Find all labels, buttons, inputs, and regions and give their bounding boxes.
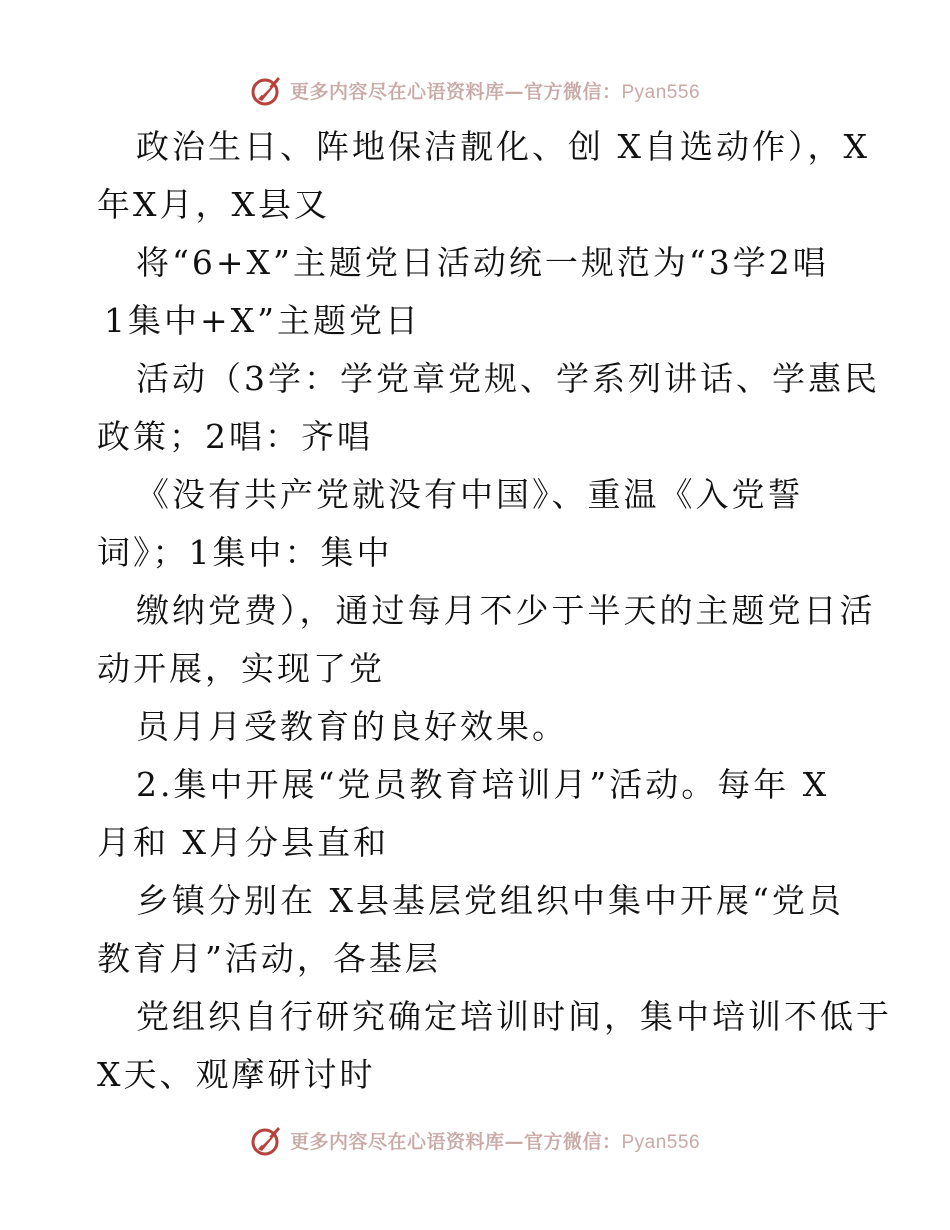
footer-watermark xyxy=(0,1120,950,1160)
text-line: 党组织自行研究确定培训时间，集中培训不低于 xyxy=(136,997,892,1036)
text-line: 政策；2唱：齐唱 xyxy=(97,417,373,456)
text-line: 将“6+X”主题党日活动统一规范为“3学2唱 xyxy=(136,243,829,282)
text-line: 教育月”活动，各基层 xyxy=(97,939,441,978)
text-line: 活动（3学：学党章党规、学系列讲话、学惠民 xyxy=(136,359,880,398)
quill-logo-icon xyxy=(250,1123,284,1157)
text-line: 员月月受教育的良好效果。 xyxy=(136,707,568,746)
text-line: X天、观摩研讨时 xyxy=(97,1055,376,1094)
watermark-wechat-id: Pyan556 xyxy=(621,1131,701,1153)
text-line: 月和 X月分县直和 xyxy=(97,823,389,862)
text-line: 1集中+X”主题党日 xyxy=(104,301,422,340)
text-line: 《没有共产党就没有中国》、重温《入党誓 xyxy=(136,475,804,514)
text-line: 2.集中开展“党员教育培训月”活动。每年 X xyxy=(136,765,830,804)
text-line: 词》；1集中：集中 xyxy=(97,533,393,572)
watermark-text: 更多内容尽在心语资料库—官方微信：Pyan556 xyxy=(289,1130,701,1153)
watermark-text: 更多内容尽在心语资料库—官方微信：Pyan556 xyxy=(289,80,701,103)
text-line: 缴纳党费），通过每月不少于半天的主题党日活 xyxy=(136,591,876,630)
text-line: 乡镇分别在 X县基层党组织中集中开展“党员 xyxy=(136,881,844,920)
watermark-wechat-id: Pyan556 xyxy=(621,81,701,103)
text-line: 动开展，实现了党 xyxy=(97,649,385,688)
text-line: 政治生日、阵地保洁靓化、创 X自选动作），X xyxy=(136,127,870,166)
text-line: 年X月，X县又 xyxy=(97,185,330,224)
